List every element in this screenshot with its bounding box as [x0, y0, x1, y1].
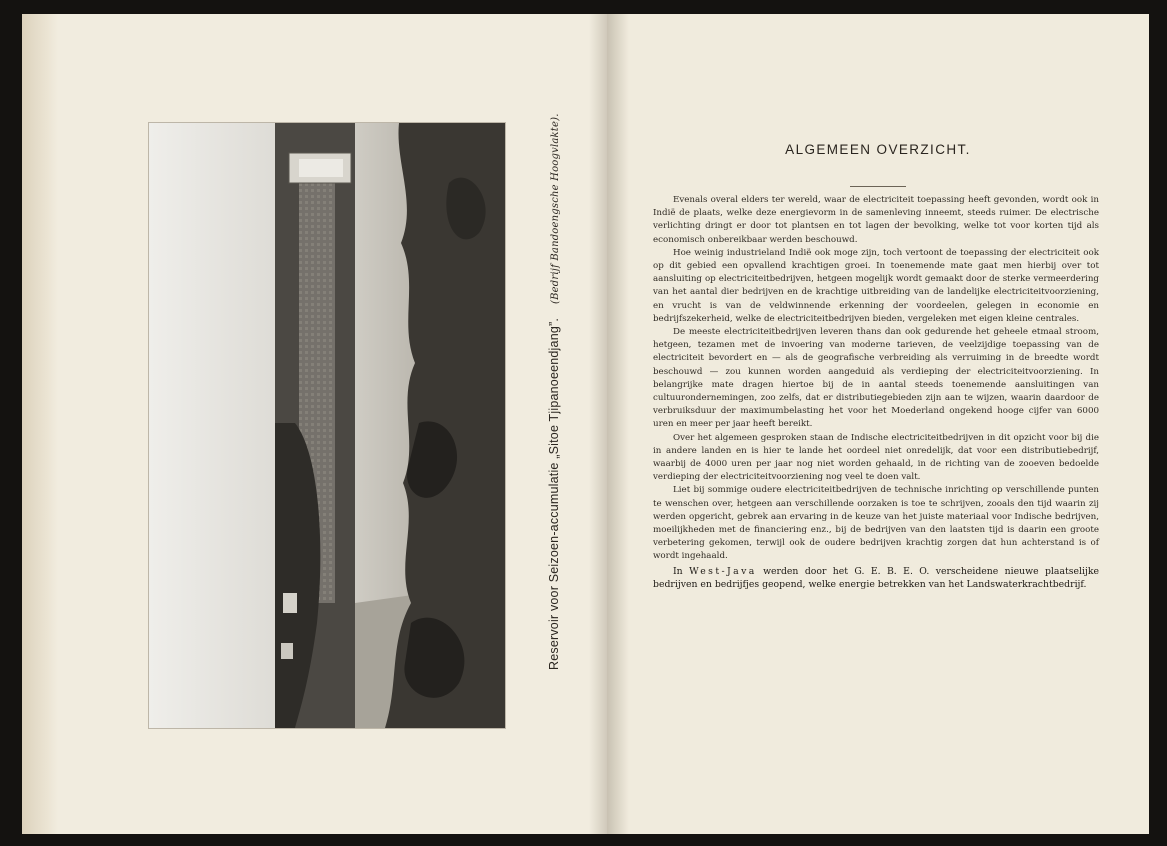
right-gutter-shadow — [607, 14, 629, 834]
left-page — [22, 14, 607, 834]
right-page — [607, 14, 1149, 834]
paragraph-rest: werden door het G. E. B. E. O. verscheidene nieuwe plaatselijke bedrijven en bedrijfjes geopend, welke energie betrekken van het Landswaterkrachtbedrijf. — [653, 565, 1099, 590]
paragraph-lead: In — [673, 565, 683, 577]
paragraph: Liet bij sommige oudere electriciteitbedrijven de technische inrichting op verschillende punten te wenschen over, hetgeen aan verschillende oorzaken is toe te schrijven, zooals den tijd waarin zij werden opgericht, gebrek aan ervaring in de keuze van het juiste materiaal voor Indische bedrijven, moeilijkheden met de financiering enz., bij de bedrijven van den laatsten tijd is daarin een groote verbetering gekomen, terwijl ook de oudere bedrijven krachtig zorgen dat hun achterstand is of wordt ingehaald. — [653, 485, 1099, 562]
heading-divider — [850, 186, 906, 187]
paragraph-west-java — [653, 565, 1099, 591]
paragraph: Evenals overal elders ter wereld, waar de electriciteit toepassing heeft gevonden, wordt ook in Indië de plaats, welke deze energievorm in de samenleving inneemt, steeds ruimer. De electrische verlichting dringt er door tot plantsen en tot lagen der bevolking, welke tot voor korten tijd als economisch onbereikbaar werden beschouwd. — [653, 195, 1099, 245]
reservoir-photograph — [148, 122, 506, 729]
paragraph: Hoe weinig industrieland Indië ook moge zijn, toch vertoont de toepassing der electriciteit ook op dit gebied een opvallend krachtigen groei. In toenemende mate gaat men hierbij over tot aansluiting op electriciteitbedrijven, hetgeen mogelijk wordt gemaakt door de sterke vermeerdering van het aantal dier bedrijven en de krachtige uitbreiding van de landelijke electriciteitvoorziening, en vrucht is van de veldwinnende erkenning der voordeelen, gelegen in economie en bedrijfszekerheid, welke de electriciteitbedrijven bieden, vergeleken met eigen kleine centrales. — [653, 247, 1099, 324]
region-name: West-Java — [689, 565, 757, 577]
caption-credit: (Bedrijf Bandoengsche Hoogvlakte). — [550, 113, 561, 304]
left-gutter-shadow — [589, 14, 607, 834]
page-edge — [22, 14, 58, 834]
photo-caption — [537, 113, 561, 670]
page-heading: ALGEMEEN OVERZICHT. — [785, 142, 971, 157]
caption-title: Reservoir voor Seizoen-accumulatie „Sitoe Tjipanoeendjang”. — [547, 317, 561, 670]
paragraph: Over het algemeen gesproken staan de Indische electriciteitbedrijven in dit opzicht voor bij die in andere landen en is hier te lande het oordeel niet onredelijk, dat voor een distributiebedrijf, waarbij de 4000 uren per jaar nog niet worden gehaald, in de richting van de zooeven bedoelde verdieping der electriciteitvoorziening nog veel te doen valt. — [653, 432, 1099, 483]
body-text — [653, 194, 1099, 591]
paragraph: De meeste electriciteitbedrijven leveren thans dan ook gedurende het geheele etmaal stroom, hetgeen, tezamen met de invoering van moderne tarieven, de veelzijdige toepassing van de electriciteit bevordert en — als de geografische verbreiding als verruiming in de breedte wordt beschouwd — zou kunnen worden aangeduid als verdieping der electriciteitvoorziening. In belangrijke mate dragen hiertoe bij de in aantal steeds toenemende aansluitingen van cultuurondernemingen, zoo zelfs, dat er distributiegebieden zijn aan te wijzen, waarin daardoor de verbruiksduur der maximumbelasting het voor het Moederland ongekend hooge cijfer van 6000 uren en meer per jaar heeft bereikt. — [653, 327, 1099, 430]
